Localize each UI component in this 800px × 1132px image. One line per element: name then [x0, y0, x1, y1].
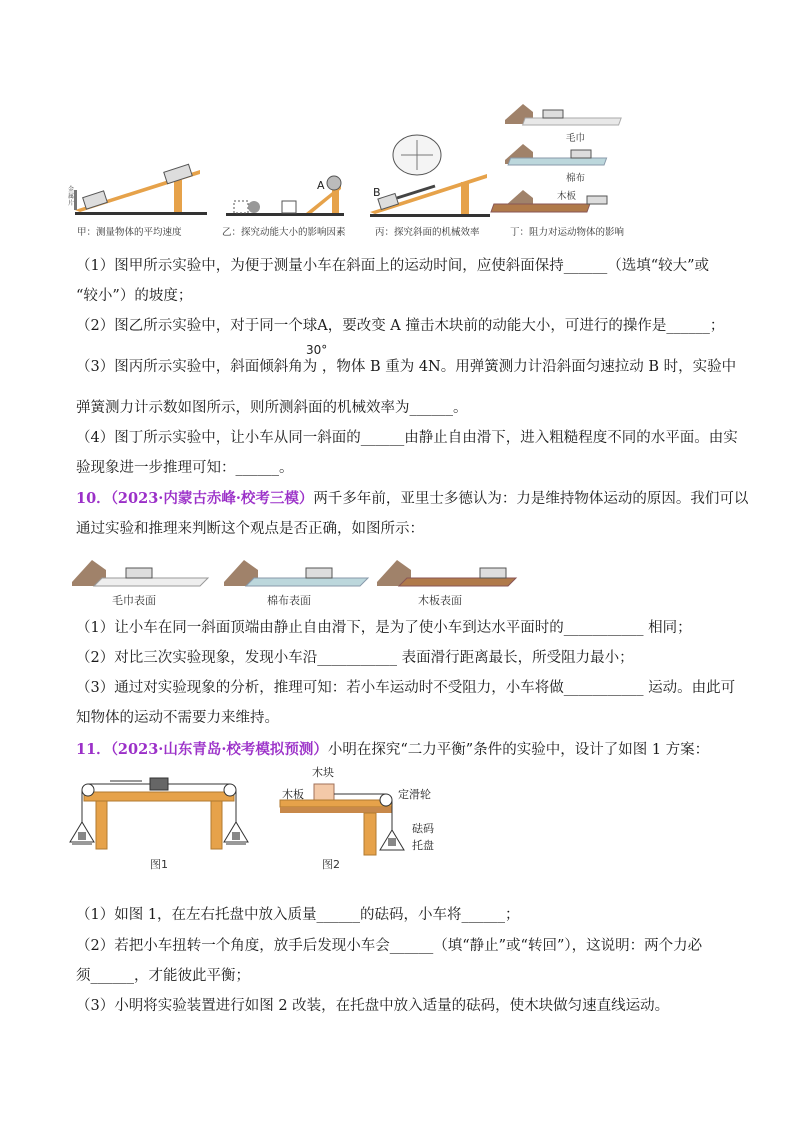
q11-label-block: 木块 [312, 766, 334, 779]
q9-part4-cont: 验现象进一步推理可知：______。 [76, 460, 294, 476]
label-B: B [373, 186, 381, 199]
label-A: A [317, 179, 325, 192]
q10-stem-cont: 通过实验和推理来判断这个观点是否正确，如图所示： [76, 521, 424, 537]
q9-part4: （4）图丁所示实验中，让小车从同一斜面的______由静止自由滑下，进入粗糙程度不同的水平面。由实 [76, 430, 738, 446]
q10-part3-cont: 知物体的运动不需要力来维持。 [76, 710, 279, 726]
caption-jia: 甲：测量物体的平均速度 [77, 227, 182, 238]
q10-part2: （2）对比三次实验现象，发现小车沿___________ 表面滑行距离最长，所受阻力最小； [76, 650, 634, 666]
label-metal-sheet: 金属片 [68, 186, 75, 207]
q11-part3: （3）小明将实验装置进行如图 2 改装，在托盘中放入适量的砝码，使木块做匀速直线运动。 [76, 998, 670, 1014]
q9-part3-cont: 弹簧测力计示数如图所示，则所测斜面的机械效率为______。 [76, 400, 468, 416]
q11-number: 11． [76, 741, 111, 758]
q10-figure-surfaces [72, 552, 517, 592]
q11-fig1-caption: 图1 [150, 858, 168, 871]
q10-stem [76, 489, 748, 509]
caption-bing: 丙：探究斜面的机械效率 [375, 227, 480, 238]
q9-part1: （1）图甲所示实验中，为便于测量小车在斜面上的运动时间，应使斜面保持______（选填“较大”或 [76, 258, 710, 274]
caption-yi: 乙：探究动能大小的影响因素 [222, 227, 346, 238]
q11-part1: （1）如图 1，在左右托盘中放入质量______的砝码，小车将______； [76, 907, 520, 923]
q10-label-towel: 毛巾表面 [112, 594, 156, 607]
q9-part2: （2）图乙所示实验中，对于同一个球A，要改变 A 撞击木块前的动能大小，可进行的操作是______； [76, 318, 725, 334]
q11-label-pulley: 定滑轮 [398, 788, 431, 801]
figure-yi-ball-ramp [226, 175, 346, 220]
surface-label-board: 木板 [557, 191, 577, 202]
figure-jia-incline [70, 160, 210, 220]
surface-label-cotton: 棉布 [566, 173, 586, 184]
q11-stem [76, 740, 709, 760]
q10-stem-text: 两千多年前，亚里士多德认为：力是维持物体运动的原因。我们可以 [313, 491, 749, 507]
q10-source: （2023·内蒙古赤峰·校考三模） [110, 490, 314, 507]
q11-label-board: 木板 [282, 788, 304, 801]
q9-part3: （3）图丙所示实验中，斜面倾斜角为 ，物体 B 重为 4N。用弹簧测力计沿斜面匀速拉动 B 时，实验中 [76, 359, 737, 375]
q10-part1: （1）让小车在同一斜面顶端由静止自由滑下，是为了使小车到达水平面时的___________ 相同； [76, 620, 692, 636]
q11-source: （2023·山东青岛·校考模拟预测） [110, 741, 328, 758]
q11-stem-text: 小明在探究“二力平衡”条件的实验中，设计了如图 1 方案： [327, 742, 710, 758]
caption-ding: 丁：阻力对运动物体的影响 [510, 227, 625, 238]
figure-ding-surfaces [505, 102, 635, 220]
q10-part3: （3）通过对实验现象的分析，推理可知：若小车运动时不受阻力，小车将做___________ 运动。由此可 [76, 680, 736, 696]
q11-figure1-table [70, 772, 250, 852]
q9-part1-cont: “较小”）的坡度； [76, 288, 193, 304]
figure-bing-incline-scale [365, 130, 495, 220]
q10-label-board: 木板表面 [418, 594, 462, 607]
surface-label-towel: 毛巾 [566, 133, 586, 144]
q11-part2-cont: 须______，才能彼此平衡； [76, 968, 250, 984]
q10-label-cotton: 棉布表面 [267, 594, 311, 607]
q11-fig2-caption: 图2 [322, 858, 340, 871]
q11-label-tray: 托盘 [412, 839, 434, 852]
q11-part2: （2）若把小车扭转一个角度，放手后发现小车会______（填“静止”或“转回”），这说明：两个力必 [76, 938, 703, 954]
q9-angle: 30° [306, 343, 328, 357]
q11-label-weight: 砝码 [412, 822, 434, 835]
q10-number: 10． [76, 490, 111, 507]
